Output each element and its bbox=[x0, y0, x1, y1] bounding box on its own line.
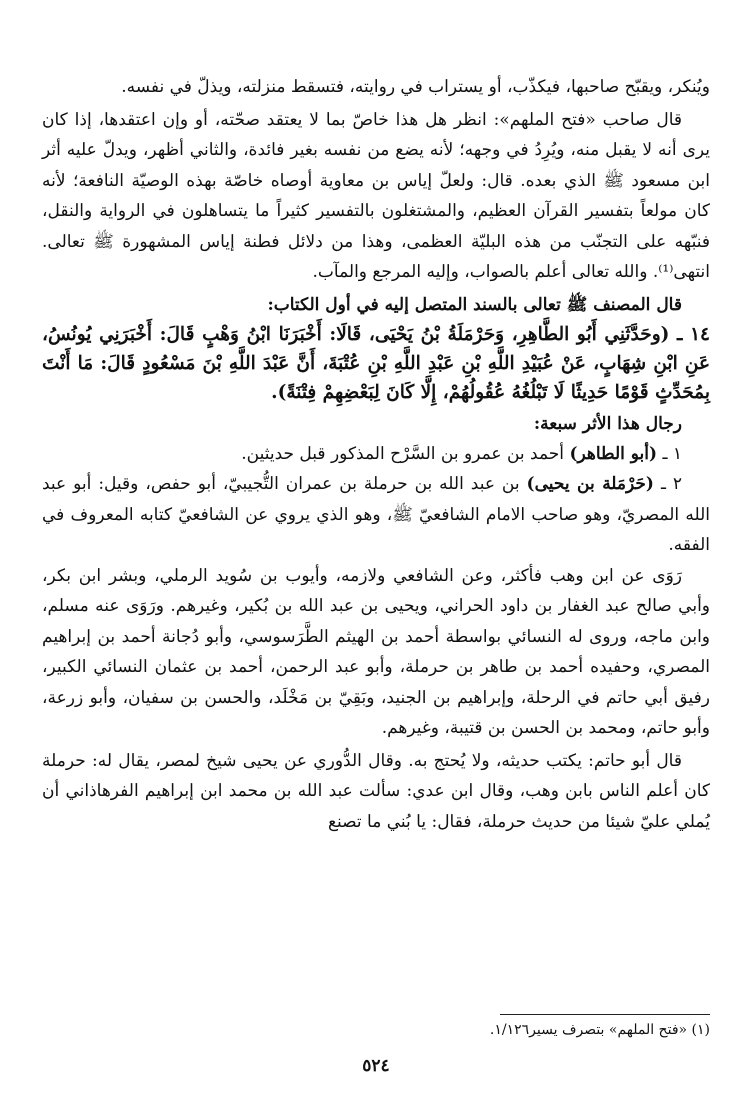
page-number: ٥٢٤ bbox=[362, 1056, 390, 1076]
narrator-name: (أبو الطاهر) bbox=[569, 443, 658, 464]
narrator-number: ١ ـ bbox=[662, 443, 682, 464]
narrator-name: (حَرْمَلة بن يحيى) bbox=[526, 474, 654, 494]
paragraph-4: قال أبو حاتم: يكتب حديثه، ولا يُحتج به. وقال الدُّوري عن يحيى شيخ لمصر، يقال له: حرملة كان أعلم الناس بابن وهب، وقال ابن عدي: سألت عبد الله بن محمد ابن إبراهيم الفرهاذاني أن يُملي عليّ شيئا من حديث حرملة، فقال: يا بُني ما تصنع bbox=[42, 750, 710, 832]
narrator-number: ٢ ـ bbox=[660, 474, 683, 494]
section-heading: قال المصنف ﷺ تعالى بالسند المتصل إليه في أول الكتاب: bbox=[267, 294, 682, 315]
rijal-heading: رجال هذا الأثر سبعة: bbox=[533, 413, 682, 434]
paragraph-1: ويُنكر، ويقبّح صاحبها، فيكذّب، أو يستراب في روايته، فتسقط منزلته، ويذلّ في نفسه. bbox=[121, 77, 710, 97]
paragraph-2: قال صاحب «فتح الملهم»: انظر هل هذا خاصّ بما لا يعتقد صحّته، أو وإن اعتقدها، إذا كان يرى أنه لا يقبل منه، ويُرِدُ في وجهه؛ لأنه يضع من نفسه بغير فائدة، والثاني أظهر، ويدلّ عليه أثر ابن مسعود ﷺ الذي بعده. قال: ولعلّ إياس بن معاوية أوصاه خاصّة بهذه الوصيّة النافعة؛ لأنه كان مولعاً بتفسير القرآن العظيم، والمشتغلون بالتفسير كثيراً ما يتساهلون في الرواية والنقل، فنبّهه على التجنّب من هذه البليّة العظمى، وهذا من دلائل فطنة إياس المشهورة ﷺ تعالى. انتهى⁽¹⁾. والله تعالى أعلم بالصواب، وإليه المرجع والمآب. bbox=[42, 109, 710, 282]
narrator-2 bbox=[42, 469, 710, 561]
narrator-bio: بن عبد الله بن حرملة بن عمران التُّجيبيّ، أبو حفص، وقيل: أبو عبد الله المصريّ، وهو صاحب الامام الشافعيّ ﷺ، وهو الذي يروي عن الشافعيّ كتابه المعروف في الفقه. bbox=[42, 474, 710, 555]
footnote-divider bbox=[500, 1014, 710, 1015]
paragraph-3: رَوَى عن ابن وهب فأكثر، وعن الشافعي ولازمه، وأيوب بن سُويد الرملي، وبشر ابن بكر، وأبي صالح عبد الغفار بن داود الحراني، ويحيى بن عبد الله بن بُكير، وغيرهم. ورَوَى عنه مسلم، وابن ماجه، وروى له النسائي بواسطة أحمد بن الهيثم الطَّرَسوسي، وأبو دُجانة أحمد بن إبراهيم المصري، وحفيده أحمد بن طاهر بن حرملة، وأبو عبد الرحمن، أحمد بن عثمان النسائي الكبير، رفيق أبي حاتم في الرحلة، وإبراهيم بن الجنيد، وبَقِيّ بن مَخْلَد، والحسن بن سفيان، وأبو زرعة، وأبو حاتم، ومحمد بن الحسن بن قتيبة، وغيرهم. bbox=[42, 565, 710, 738]
footnote: (١) «فتح الملهم» بتصرف يسير١/١٢٦. bbox=[489, 1022, 710, 1038]
hadith-text: ١٤ ـ (وحَدَّثَنِي أَبُو الطَّاهِرِ، وَحَرْمَلَةُ بْنُ يَحْيَى، قَالَا: أَخْبَرَنَا ابْنُ وَهْبٍ قَالَ: أَخْبَرَنِي يُونُسُ، عَنِ ابْنِ شِهَابٍ، عَنْ عُبَيْدِ اللَّهِ بْنِ عَبْدِ اللَّهِ بْنِ عُتْبَةَ، أَنَّ عَبْدَ اللَّهِ بْنَ مَسْعُودٍ قَالَ: مَا أَنْتَ بِمُحَدِّثٍ قَوْمًا حَدِيثًا لَا تَبْلُغُهُ عُقُولُهُمْ، إِلَّا كَانَ لِبَعْضِهِمْ فِتْنَةً). bbox=[42, 323, 710, 403]
narrator-bio: أحمد بن عمرو بن السَّرْح المذكور قبل حديثين. bbox=[241, 443, 570, 464]
narrator-1 bbox=[42, 439, 710, 470]
